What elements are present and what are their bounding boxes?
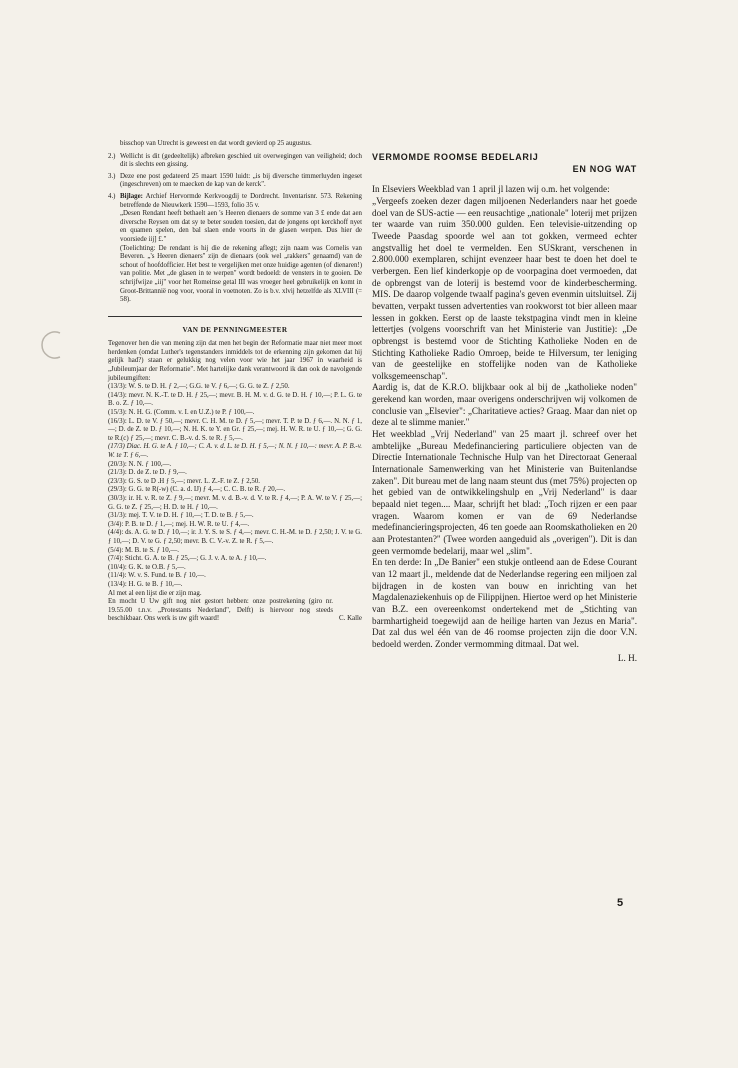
footnote-4-bijlage <box>108 193 362 305</box>
gift-entry: (13/4): H. G. te B. ƒ 10,—. <box>108 580 183 588</box>
gift-entry: (3/4): P. B. te D. ƒ 1,—; mej. H. W. R. te U. ƒ 4,—. <box>108 520 250 528</box>
closing-text: En mocht U Uw gift nog niet gestort hebben: onze postrekening (giro nr. 19.55.00 t.n.v. „Protestants Nederland", Delft) is hiervoor nog steeds beschikbaar. Ons werk is uw gift waard! <box>108 598 334 623</box>
gift-entry: (5/4): M. B. te S. ƒ 10,—. <box>108 546 180 554</box>
right-column <box>372 152 637 664</box>
gift-entry: (7/4): Sticht. G. A. te B. ƒ 25,—; G. J. v. A. te A. ƒ 10,—. <box>108 555 267 563</box>
gift-entry: (29/3): G. G. te R(-w) (C. a. d. IJ) ƒ 4,—; C. C. B. te R. ƒ 20,—. <box>108 486 286 494</box>
gift-entry: (23/3): G. S. te D .H ƒ 5,—; mevr. L. Z.-F. te Z. ƒ 2,50. <box>108 477 260 485</box>
footnote-text: Deze ene post gedateerd 25 maart 1590 luidt: „is bij diversche timmerluyden ingeset (ingeschreven) om te maecken de kap van de kerck". <box>120 172 362 189</box>
gift-entry: (16/3): L. D. te V. ƒ 50,—; mevr. C. H. M. te D. ƒ 5,—; mevr. T. P. te D. ƒ 6,—. N. N. ƒ 1,—; D. de Z. te D. ƒ 10,—; N. H. K. te Y. en Gr. ƒ 25,—; mej. H. W. R. te U. ƒ 10,—; G. G. te R.(c) ƒ 25,—; mevr. C. B.-v. d. S. te R. ƒ 5,—. <box>108 417 362 442</box>
section-title: VAN DE PENNINGMEESTER <box>182 325 288 334</box>
article-paragraph: In Elseviers Weekblad van 1 april jl lazen wij o.m. het volgende: <box>372 184 610 195</box>
bijlage-note: (Toelichting: De rendant is hij die de rekening aflegt; zijn naam was Cornelis van Beveren. „'s Heeren dienaers" zijn de dienaars (ook wel „rakkers" genaamd) van de schout of hoofdofficier. Het best te vergelijken met onze huidige agenten (of dienaren!) van politie. Met „de glasen in te werpen" wordt bedoeld: de vensters in te gooien. De schrijfwijze „iij" voor het Romeinse getal III was vroeger heel gebruikelijk en komt in Groot-Brittannië nog voor, vooral in voetnoten. Zo is b.v. xlvij hetzelfde als XLVIII (= 58). <box>120 244 362 304</box>
article-paragraph: En ten derde: In „De Banier" een stukje ontleend aan de Edese Courant van 12 maart jl., meldende dat de Nederlandse regering een miljoen zal bijdragen in de kosten van bouw en inrichting van het Magdalenaziekenhuis op de Filippijnen. Hiertoe werd op het Ministerie van B.Z. een overeenkomst ondertekend met de „Stichting van barmhartigheid toegewijd aan de heilige harten van Jezus en Maria". Dat zal dus wel één van de 46 roomse projecten zijn die door V.N. bedoeld werden. Zonder vermomming ditmaal. Dat wel. <box>372 557 637 649</box>
section-intro: Tegenover hen die van mening zijn dat men het begin der Reformatie maar niet meer moet herdenken (omdat Luther's tegenstanders inmiddels tot de erkenning zijn gekomen dat hij gelijk had?) staan er gelukkig nog velen voor wie het jaar 1967 in waarheid is „Jubileumjaar der Reformatie". Met hartelijke dank verantwoord ik dan ook de navolgende jubileumgiften: <box>108 340 362 382</box>
bijlage-body <box>120 193 362 305</box>
author-initials: L. H. <box>617 652 637 663</box>
footnote-number: 3.) <box>108 172 116 180</box>
closing-row <box>108 598 362 624</box>
gift-summary: Al met al een lijst die er zijn mag. <box>108 589 202 597</box>
bijlage-archive: Archief Hervormde Kerkvoogdij te Dordrecht. Inventarisnr. 573. Rekening betreffende de Nieuwkerk 1590—1593, folio 35 v. <box>120 192 362 209</box>
gift-entry: (11/4): W. v. S. Fund. te B. ƒ 10,—. <box>108 572 206 580</box>
article-paragraph: „Vergeefs zoeken dezer dagen miljoenen Nederlanders naar het goede doel van de SUS-actie — een reusachtige „nationale" loterij met prijzen ter waarde van ruim 350.000 gulden. Een televisie-uitzending op Tweede Paasdag spoorde wel aan tot gokken, vermeed echter angstvallig het doel te vermelden. Een SUSkrant, verschenen in 2.800.000 exemplaren, schijnt evenzeer haar best te doen het doel te verbergen. Een lief kinderkopje op de voorpagina doet vermoeden, dat de opbrengst van de loterij is bestemd voor de kinderbescherming. MIS. De daarop volgende twaalf pagina's geven evenmin uitsluitsel. Zij bevatten, verpakt tussen advertenties van rookworst tot bier alleen maar lessen in gokken. Eerst op de laaste tekstpagina vindt men in kleine lettertjes (volgens voorschrift van het Ministerie van Justitie): „De opbrengst is bestemd voor de Stichting Katholieke Noden en de Stichting Katholieke Radio Omroep, beide te Hilversum, ter leniging van de geestelijke en stoffelijke noden van de Katholieke volksgemeenschap". <box>372 195 637 381</box>
gift-entry: (4/4): ds. A. G. te D. ƒ 10,—; ir. J. Y. S. te S. ƒ 4,—; mevr. C. H.-M. te D. ƒ 2,50; J. V. te G. ƒ 10,—; D. V. te G. ƒ 2,50; mevr. B. C. V.-v. Z. te R. ƒ 5,—. <box>108 529 362 545</box>
footnote-number: 2.) <box>108 152 116 160</box>
bijlage-source <box>120 193 362 210</box>
gift-entry: (30/3): ir. H. v. R. te Z. ƒ 9,—; mevr. M. v. d. B.-v. d. V. te R. ƒ 4,—; P. A. W. te V. ƒ 25,—; G. G. te Z. ƒ 25,—; H. D. te H. ƒ 10,—. <box>108 494 362 511</box>
gift-entry: (17/3) Diac. H. G. te A. ƒ 10,—; C. A. v. d. L. te D. H. ƒ 5,—; N. N. ƒ 10,—: mevr. A. P. B.-v. W. te T. ƒ 6,—. <box>108 443 362 459</box>
section-divider <box>108 316 362 317</box>
article-title: VERMOMDE ROOMSE BEDELARIJ <box>372 152 539 162</box>
bijlage-label: Bijlage: <box>120 192 143 200</box>
signature: C. Kalle <box>339 615 362 623</box>
bijlage-quote: „Desen Rendant heeft bethaelt aen 's Heeren dienaers de somme van 3 £ ende dat aen diversche Reysen om dat sy te beter souden toesien, dat de jongens opt kerckhoff nyet en quamen spelen, den bal slaen ende voorts in de glasen werpen. Dus hier de voorsiede iij] £." <box>120 210 362 243</box>
left-column <box>108 140 362 624</box>
gift-list <box>108 383 362 598</box>
footnote-text: Wellicht is dit (gedeeltelijk) afbreken geschied uit overwegingen van veiligheid; doch dit is slechts een gissing. <box>120 152 362 169</box>
gift-entry: (15/3): N. H. G. (Comm. v. I. en U.Z.) te P. ƒ 100,—. <box>108 409 255 417</box>
article-paragraph: Aardig is, dat de K.R.O. blijkbaar ook al bij de „katholieke noden" gerekend kan worden, maar overigens onderschrijven wij volkomen de conclusie van „Elsevier": „Charitatieve acties? Graag. Maar dan niet op deze al te slimme manier." <box>372 382 637 428</box>
page-number: 5 <box>617 897 624 909</box>
gift-entry: (21/3): D. de Z. te D. ƒ 9,—. <box>108 469 187 477</box>
footnote-3 <box>108 173 362 190</box>
gift-entry: (20/3): N. N. ƒ 100,—. <box>108 460 172 468</box>
gift-entry: (14/3): mevr. N. K.-T. te D. H. ƒ 25,—; mevr. B. H. M. v. d. G. te D. H. ƒ 10,—; P. L. G. te B. o. Z. ƒ 10,—. <box>108 391 362 408</box>
gift-entry: (10/4): G. K. te O.B. ƒ 5,—. <box>108 563 186 571</box>
article-paragraph: Het weekblad „Vrij Nederland" van 25 maart jl. schreef over het ambtelijke „Bureau Medefinanciering particuliere objecten van de Directie Internationale Technische Hulp van het Directoraat Generaal Internationale Samenwerking van het Ministerie van Buitenlandse zaken". Dit bureau met de lang naam steunt dus (met 75%) projecten op het gebied van de ontwikkelingshulp en „Vrij Nederland" is daar bepaald niet tegen.... Maar, schrijft het blad: „Toch rijzen er een paar vragen. Waarom komen er van de 69 Nederlandse medefinancieringsprojecten, 46 ten goede aan Roomskatholieken en 20 aan Protestanten?" (Twee worden aangeduid als „overigen"). Dit is dan geen vermomde bedelarij, maar wel „slim". <box>372 429 637 556</box>
gift-entry: (13/3): W. S. te D. H. ƒ 2,—; G.G. te V. ƒ 6,—; G. G. te Z. ƒ 2,50. <box>108 383 290 391</box>
article-title-continued: EN NOG WAT <box>572 163 637 174</box>
footnote-number: 4.) <box>108 192 116 200</box>
footnote-continuation: bisschop van Utrecht is geweest en dat wordt gevierd op 25 augustus. <box>120 140 312 147</box>
gift-entry: (31/3): mej. T. V. te D. H. ƒ 10,—; T. D. te B. ƒ 5,—. <box>108 512 254 520</box>
binder-hole-icon <box>38 328 72 362</box>
footnote-2 <box>108 153 362 170</box>
